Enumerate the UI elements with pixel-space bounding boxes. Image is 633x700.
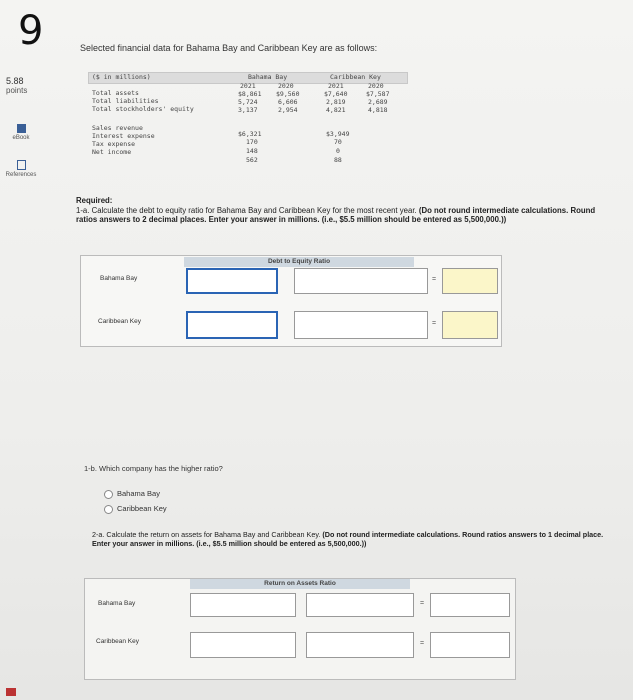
year-header: 2020: [368, 82, 384, 90]
value-cell: 148: [246, 147, 258, 155]
references-icon: [17, 160, 26, 170]
value-cell: 2,689: [368, 98, 388, 106]
value-cell: 2,954: [278, 106, 298, 114]
roa-caribbean-result[interactable]: [430, 632, 510, 658]
return-on-assets-title: Return on Assets Ratio: [190, 579, 410, 589]
year-header: 2021: [328, 82, 344, 90]
de-bahama-denominator-input[interactable]: [294, 268, 428, 294]
row-label: Sales revenue: [92, 124, 143, 132]
value-cell: $7,640: [324, 90, 348, 98]
de-caribbean-numerator-input[interactable]: [186, 311, 278, 339]
question-2a-bold: (Do not round intermediate calculations. Round ratios answers to 1 decimal place. Enter your answer in millions. (i.e., $5.5 million should be entered as 5,500,000.)): [92, 530, 604, 548]
book-icon: [17, 124, 26, 133]
value-cell: 70: [334, 138, 342, 146]
radio-label: Caribbean Key: [117, 504, 167, 513]
value-cell: 88: [334, 156, 342, 164]
roa-bahama-result[interactable]: [430, 593, 510, 617]
value-cell: $8,861: [238, 90, 262, 98]
roa-row-label-caribbean: Caribbean Key: [96, 638, 139, 645]
value-cell: 2,819: [326, 98, 346, 106]
year-header: 2021: [240, 82, 256, 90]
references-link[interactable]: [4, 160, 38, 178]
references-label: References: [5, 172, 37, 178]
question-number: 9: [18, 8, 44, 54]
equals-sign: =: [432, 276, 437, 283]
de-bahama-result[interactable]: [442, 268, 498, 294]
value-cell: $7,587: [366, 90, 390, 98]
row-label: Interest expense: [92, 132, 155, 140]
question-2a-instructions: [92, 530, 612, 548]
ebook-label: eBook: [12, 135, 30, 141]
debt-to-equity-title: Debt to Equity Ratio: [184, 257, 414, 267]
intro-text: Selected financial data for Bahama Bay and Caribbean Key are as follows:: [80, 43, 378, 53]
roa-row-label-bahama: Bahama Bay: [98, 600, 136, 607]
value-cell: $9,560: [276, 90, 300, 98]
roa-bahama-denominator-input[interactable]: [306, 593, 414, 617]
value-cell: 4,818: [368, 106, 388, 114]
question-1a-text: 1-a. Calculate the debt to equity ratio for Bahama Bay and Caribbean Key for the most recent year.: [76, 205, 417, 215]
question-1b-text: 1-b. Which company has the higher ratio?: [84, 464, 223, 473]
radio-button-icon[interactable]: [104, 490, 113, 499]
points-value: 5.88: [6, 76, 24, 86]
row-label: Total stockholders' equity: [92, 105, 194, 113]
value-cell: 562: [246, 156, 258, 164]
de-bahama-numerator-input[interactable]: [186, 268, 278, 294]
roa-caribbean-numerator-input[interactable]: [190, 632, 296, 658]
radio-button-icon[interactable]: [104, 505, 113, 514]
value-cell: $6,321: [238, 130, 262, 138]
points-box: [6, 76, 27, 96]
ebook-link[interactable]: [4, 124, 38, 141]
value-cell: 170: [246, 138, 258, 146]
question-1a-instructions: (Do not round intermediate calculations. Round ratios answers to 2 decimal places. Enter your answer in millions. (i.e., $5.5 million should be entered as 5,500,000.)): [76, 205, 596, 224]
row-label-caribbean: Caribbean Key: [98, 318, 141, 325]
row-label: Total assets: [92, 89, 139, 97]
row-label: Total liabilities: [92, 97, 159, 105]
units-label: ($ in millions): [92, 73, 151, 81]
radio-bahama-bay[interactable]: [104, 489, 160, 499]
radio-caribbean-key[interactable]: [104, 504, 167, 514]
de-caribbean-result[interactable]: [442, 311, 498, 339]
equals-sign: =: [420, 600, 425, 607]
value-cell: 3,137: [238, 106, 258, 114]
year-header: 2020: [278, 82, 294, 90]
de-caribbean-denominator-input[interactable]: [294, 311, 428, 339]
value-cell: 5,724: [238, 98, 258, 106]
roa-bahama-numerator-input[interactable]: [190, 593, 296, 617]
row-label-bahama: Bahama Bay: [100, 275, 138, 282]
required-instructions: [76, 196, 616, 225]
row-label: Net income: [92, 148, 132, 156]
required-heading: Required:: [76, 196, 113, 205]
value-cell: 6,606: [278, 98, 298, 106]
company-header: Caribbean Key: [330, 73, 381, 81]
company-header: Bahama Bay: [248, 73, 288, 81]
equals-sign: =: [432, 320, 437, 327]
value-cell: 4,821: [326, 106, 346, 114]
row-label: Tax expense: [92, 140, 136, 148]
radio-label: Bahama Bay: [117, 489, 160, 498]
roa-caribbean-denominator-input[interactable]: [306, 632, 414, 658]
value-cell: 0: [336, 147, 340, 155]
debt-to-equity-table: [80, 255, 502, 347]
equals-sign: =: [420, 640, 425, 647]
corner-badge-icon: [6, 688, 16, 696]
question-2a-text: 2-a. Calculate the return on assets for Bahama Bay and Caribbean Key.: [92, 530, 321, 539]
points-label: points: [6, 86, 28, 95]
value-cell: $3,949: [326, 130, 350, 138]
